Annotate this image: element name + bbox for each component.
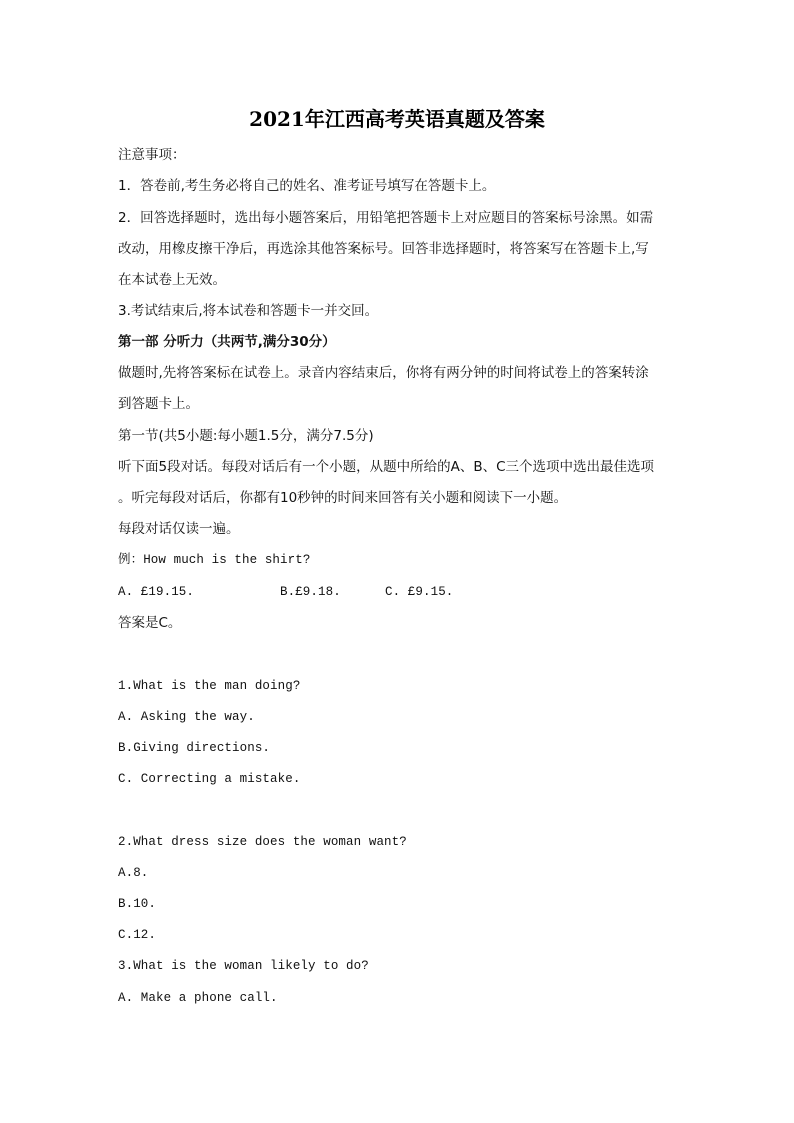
example-answer: 答案是C。 [118, 615, 182, 631]
notice-2-line-2: 改动，用橡皮擦干净后，再选涂其他答案标号。回答非选择题时，将答案写在答题卡上,写 [118, 241, 649, 257]
example-question: 例：How much is the shirt? [118, 553, 311, 567]
example-option-a: A. £19.15. [118, 585, 195, 599]
notice-2-line-1: 2．回答选择题时，选出每小题答案后，用铅笔把答题卡上对应题目的答案标号涂黑。如需 [118, 210, 654, 226]
question-1: 1.What is the man doing? [118, 679, 301, 693]
section1-instruction-line-3: 每段对话仅读一遍。 [118, 521, 240, 537]
page-title: 2021年江西高考英语真题及答案 [249, 107, 545, 131]
section1-heading: 第一节(共5小题:每小题1.5分，满分7.5分) [118, 428, 374, 444]
question-1-option-c: C. Correcting a mistake. [118, 772, 301, 786]
notice-heading: 注意事项： [118, 147, 186, 163]
example-option-c: C. £9.15. [385, 585, 454, 599]
example-option-b: B.£9.18. [280, 585, 341, 599]
question-1-option-a: A. Asking the way. [118, 710, 255, 724]
part1-instruction-line-1: 做题时,先将答案标在试卷上。录音内容结束后，你将有两分钟的时间将试卷上的答案转涂 [118, 365, 649, 381]
question-2: 2.What dress size does the woman want? [118, 835, 407, 849]
question-1-option-b: B.Giving directions. [118, 741, 271, 755]
notice-3: 3.考试结束后,将本试卷和答题卡一并交回。 [118, 303, 379, 319]
question-2-option-a: A.8. [118, 866, 149, 880]
section1-instruction-line-1: 听下面5段对话。每段对话后有一个小题，从题中所给的A、B、C三个选项中选出最佳选项 [118, 459, 655, 475]
part1-heading: 第一部 分听力（共两节,满分30分） [118, 334, 336, 350]
question-2-option-c: C.12. [118, 928, 157, 942]
notice-1: 1．答卷前,考生务必将自己的姓名、准考证号填写在答题卡上。 [118, 178, 496, 194]
question-2-option-b: B.10. [118, 897, 157, 911]
section1-instruction-line-2: 。听完每段对话后，你都有10秒钟的时间来回答有关小题和阅读下一小题。 [118, 490, 568, 506]
part1-instruction-line-2: 到答题卡上。 [118, 396, 199, 412]
question-3-option-a: A. Make a phone call. [118, 991, 278, 1005]
notice-2-line-3: 在本试卷上无效。 [118, 272, 226, 288]
question-3: 3.What is the woman likely to do? [118, 959, 369, 973]
